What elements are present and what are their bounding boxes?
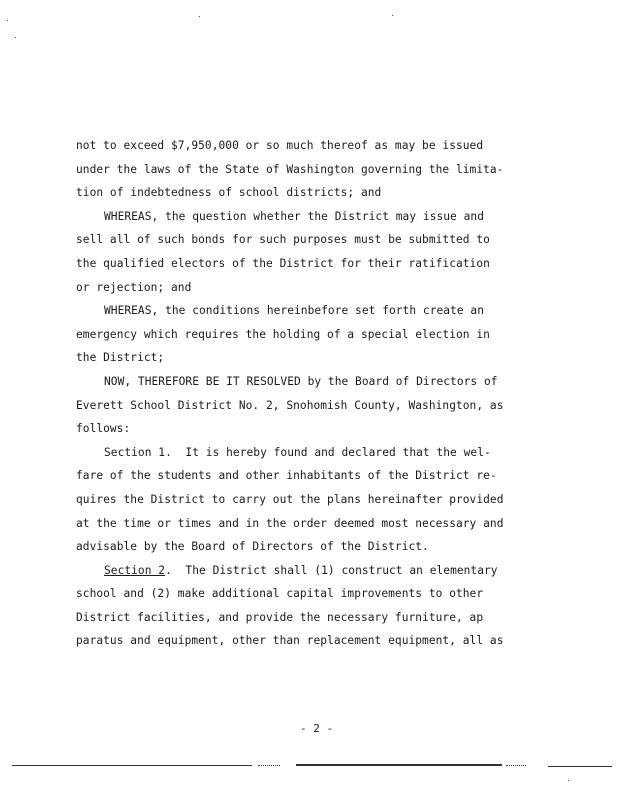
scan-rule: [258, 765, 280, 767]
text-line: under the laws of the State of Washington governing the limita-: [76, 162, 504, 176]
text-line: fare of the students and other inhabitants of the District re-: [76, 469, 497, 483]
scan-rule: [548, 766, 612, 767]
text-line: the qualified electors of the District for their ratification: [76, 256, 490, 270]
text-line: quires the District to carry out the plans hereinafter provided: [76, 492, 504, 506]
text-line: Section 1. It is hereby found and declared that the wel-: [104, 445, 491, 459]
scan-speck: [392, 15, 393, 16]
scan-rule: [506, 765, 526, 767]
text-line: Everett School District No. 2, Snohomish County, Washington, as: [76, 398, 504, 412]
text-line: the District;: [76, 351, 165, 365]
scan-speck: [568, 780, 569, 781]
section-2-label: Section 2: [104, 563, 166, 577]
section-2-lead-text: . The District shall (1) construct an elementary: [165, 563, 498, 577]
scan-rule: [296, 764, 502, 766]
scan-rule: [12, 765, 252, 766]
text-line: tion of indebtedness of school districts; and: [76, 186, 382, 200]
text-line: follows:: [76, 422, 131, 436]
document-body: [76, 134, 546, 653]
page-number: - 2 -: [300, 722, 334, 735]
scan-speck: [199, 16, 200, 17]
text-line: or rejection; and: [76, 280, 192, 294]
text-line: paratus and equipment, other than replacement equipment, all as: [76, 634, 504, 648]
text-line: school and (2) make additional capital improvements to other: [76, 587, 484, 601]
text-line: emergency which requires the holding of a special election in: [76, 327, 490, 341]
text-line: NOW, THEREFORE BE IT RESOLVED by the Board of Directors of: [104, 374, 498, 388]
section-2-heading-line: [76, 559, 546, 583]
text-line: at the time or times and in the order deemed most necessary and: [76, 516, 504, 530]
text-line: not to exceed $7,950,000 or so much thereof as may be issued: [76, 139, 484, 152]
text-line: WHEREAS, the question whether the District may issue and: [104, 209, 484, 223]
text-line: WHEREAS, the conditions hereinbefore set forth create an: [104, 304, 484, 318]
text-line: advisable by the Board of Directors of the District.: [76, 540, 429, 554]
text-line: District facilities, and provide the necessary furniture, ap: [76, 610, 484, 624]
text-line: sell all of such bonds for such purposes must be submitted to: [76, 233, 490, 247]
scan-speck: [7, 20, 8, 21]
scan-speck: [15, 37, 16, 38]
